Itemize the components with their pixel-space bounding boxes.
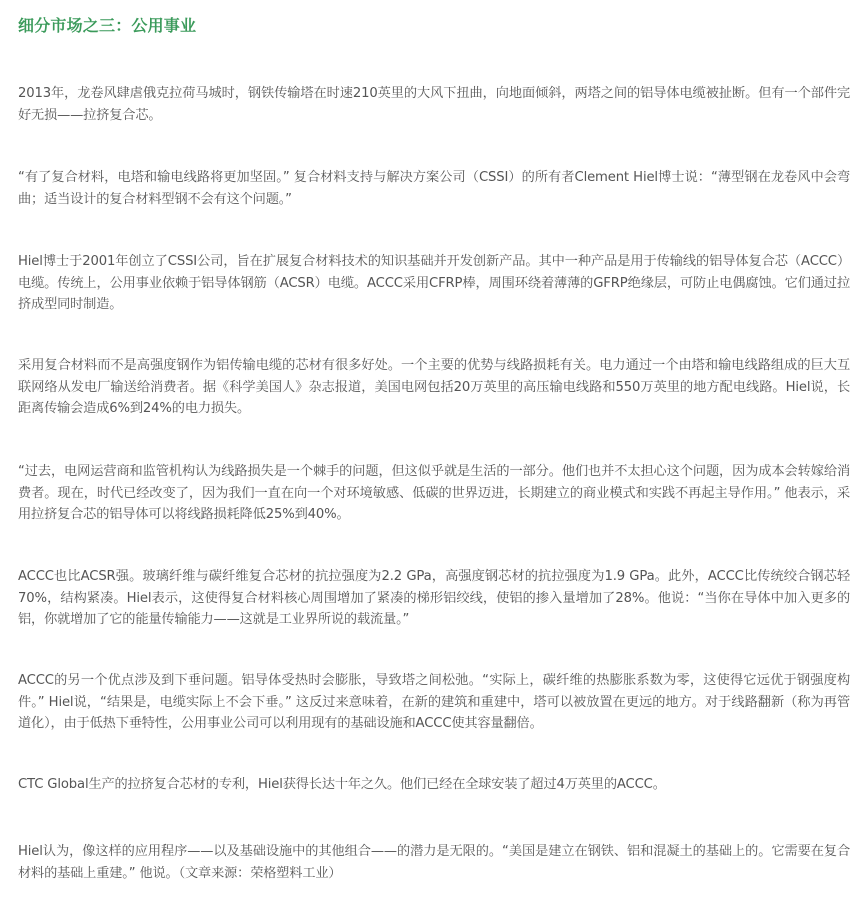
paragraph-ctc-global: CTC Global生产的拉挤复合芯材的专利，Hiel获得长达十年之久。他们已经在全球安装了超过4万英里的ACCC。 — [18, 777, 666, 792]
section-title: 细分市场之三：公用事业 — [18, 16, 197, 35]
paragraph-line-loss: 采用复合材料而不是高强度钢作为铝传输电缆的芯材有很多好处。一个主要的优势与线路损耗有关。电力通过一个由塔和输电线路组成的巨大互联网络从发电厂输送给消费者。据《科学美国人》杂志报道，美国电网包括20万英里的高压输电线路和550万英里的地方配电线路。Hiel说，长距离传输会造成6%到24%的电力损失。 — [18, 358, 850, 416]
paragraph-conclusion: Hiel认为，像这样的应用程序——以及基础设施中的其他组合——的潜力是无限的。“美国是建立在钢铁、铝和混凝土的基础上的。它需要在复合材料的基础上重建。” 他说。（文章来源：荣格塑料工业） — [18, 844, 850, 881]
paragraph-tornado: 2013年，龙卷风肆虐俄克拉荷马城时，钢铁传输塔在时速210英里的大风下扭曲，向地面倾斜，两塔之间的铝导体电缆被扯断。但有一个部件完好无损——拉挤复合芯。 — [18, 86, 850, 123]
paragraph-sag: ACCC的另一个优点涉及到下垂问题。铝导体受热时会膨胀，导致塔之间松弛。“实际上，碳纤维的热膨胀系数为零，这使得它远优于钢强度构件。” Hiel说，“结果是，电缆实际上不会下垂。” 这反过来意味着，在新的建筑和重建中，塔可以被放置在更远的地方。对于线路翻新（称为再管道化），由于低热下垂特性，公用事业公司可以利用现有的基础设施和ACCC使其容量翻倍。 — [18, 673, 850, 731]
paragraph-grid-operators: “过去，电网运营商和监管机构认为线路损失是一个棘手的问题，但这似乎就是生活的一部分。他们也并不太担心这个问题，因为成本会转嫁给消费者。现在，时代已经改变了，因为我们一直在向一个对环境敏感、低碳的世界迈进，长期建立的商业模式和实践不再起主导作用。” 他表示，采用拉挤复合芯的铝导体可以将线路损耗降低25%到40%。 — [18, 464, 850, 522]
paragraph-strength: ACCC也比ACSR强。玻璃纤维与碳纤维复合芯材的抗拉强度为2.2 GPa，高强度钢芯材的抗拉强度为1.9 GPa。此外，ACCC比传统绞合钢芯轻70%，结构紧凑。Hiel表示，这使得复合材料核心周围增加了紧凑的梯形铝绞线，使铝的掺入量增加了28%。他说：“当你在导体中加入更多的铝，你就增加了它的能量传输能力——这就是工业界所说的载流量。” — [18, 569, 850, 627]
paragraph-cssi-founding: Hiel博士于2001年创立了CSSI公司，旨在扩展复合材料技术的知识基础并开发创新产品。其中一种产品是用于传输线的铝导体复合芯（ACCC）电缆。传统上，公用事业依赖于铝导体钢筋（ACSR）电缆。ACCC采用CFRP棒，周围环绕着薄薄的GFRP绝缘层，可防止电偶腐蚀。它们通过拉挤成型同时制造。 — [18, 254, 850, 312]
paragraph-hiel-quote: “有了复合材料，电塔和输电线路将更加坚固。” 复合材料支持与解决方案公司（CSSI）的所有者Clement Hiel博士说：“薄型钢在龙卷风中会弯曲；适当设计的复合材料型钢不会有这个问题。” — [18, 170, 850, 207]
